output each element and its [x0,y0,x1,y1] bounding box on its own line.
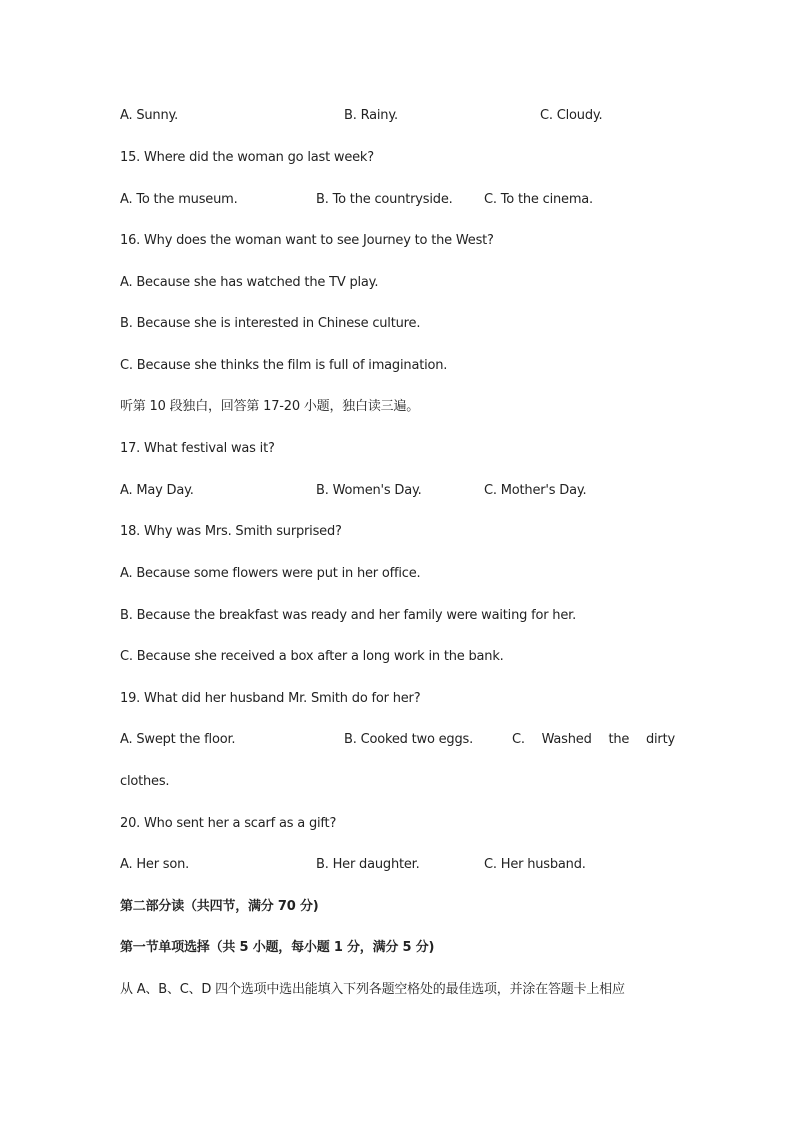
q20-option-c: C. Her husband. [484,857,586,872]
q16-option-c: C. Because she thinks the film is full of imagination. [120,358,448,373]
q19-option-c-word: the [608,732,630,747]
q15-option-c: C. To the cinema. [484,192,593,207]
q14-option-c: C. Cloudy. [540,108,603,123]
q17-question: 17. What festival was it? [120,441,275,456]
section10-instruction: 听第 10 段独白，回答第 17-20 小题，独白读三遍。 [120,399,420,414]
q19-option-c [512,731,675,749]
q16-option-b: B. Because she is interested in Chinese culture. [120,316,421,331]
q18-option-b: B. Because the breakfast was ready and her family were waiting for her. [120,608,577,623]
q19-option-b: B. Cooked two eggs. [344,732,474,747]
q19-question: 19. What did her husband Mr. Smith do for her? [120,691,421,706]
q19-option-c-word: Washed [541,732,592,747]
q18-question: 18. Why was Mrs. Smith surprised? [120,524,342,539]
q14-option-a: A. Sunny. [120,108,179,123]
q17-option-c: C. Mother's Day. [484,483,587,498]
q15-option-a: A. To the museum. [120,192,238,207]
q16-option-a: A. Because she has watched the TV play. [120,275,379,290]
q15-option-b: B. To the countryside. [316,192,453,207]
q20-question: 20. Who sent her a scarf as a gift? [120,816,337,831]
q18-option-c: C. Because she received a box after a long work in the bank. [120,649,504,664]
q16-question: 16. Why does the woman want to see Journey to the West? [120,233,494,248]
q20-option-b: B. Her daughter. [316,857,420,872]
q20-option-a: A. Her son. [120,857,190,872]
q19-option-c-word: dirty [645,732,675,747]
q19-option-c-continuation: clothes. [120,774,170,789]
q14-option-b: B. Rainy. [344,108,398,123]
part2-heading: 第二部分读（共四节，满分 70 分) [120,899,319,914]
q18-option-a: A. Because some flowers were put in her office. [120,566,421,581]
section1-heading: 第一节单项选择（共 5 小题，每小题 1 分，满分 5 分) [120,940,435,955]
q19-option-a: A. Swept the floor. [120,732,236,747]
section1-instruction: 从 A、B、C、D 四个选项中选出能填入下列各题空格处的最佳选项，并涂在答题卡上相应 [120,982,625,997]
q15-question: 15. Where did the woman go last week? [120,150,374,165]
q17-option-a: A. May Day. [120,483,194,498]
q17-option-b: B. Women's Day. [316,483,422,498]
q19-option-c-word: C. [512,732,525,747]
